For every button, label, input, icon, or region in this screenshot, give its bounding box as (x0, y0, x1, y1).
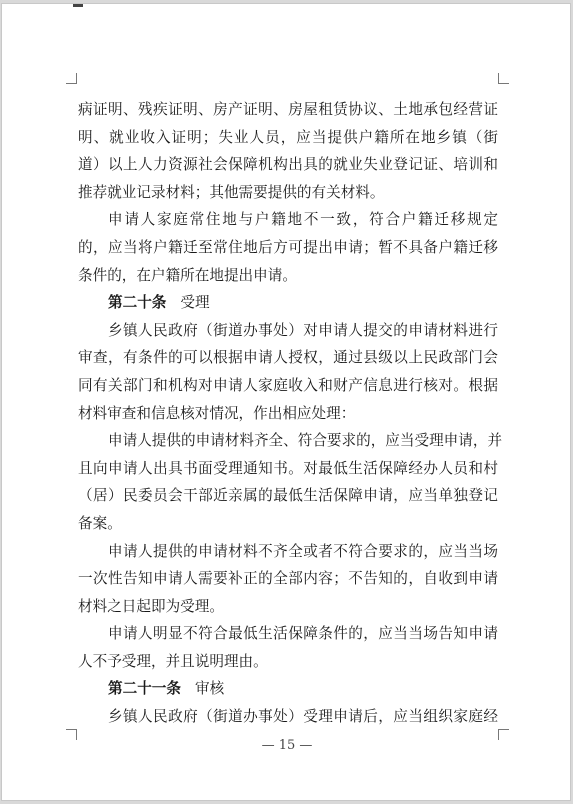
text-line: 且向申请人出具书面受理通知书。对最低生活保障经办人员和村 (78, 459, 498, 477)
page-number: — 15 — (261, 738, 313, 753)
document-body (78, 96, 503, 731)
document-page (1, 3, 571, 801)
top-marker (73, 4, 83, 7)
article-heading-20 (78, 289, 498, 317)
text-line: 条件的，在户籍所在地提出申请。 (78, 266, 297, 284)
article-heading-21 (78, 675, 498, 703)
article-title: 受理 (180, 294, 210, 312)
text-line: 的，应当将户籍迁至常住地后方可提出申请；暂不具备户籍迁移 (78, 238, 498, 256)
text-line: 明、就业收入证明；失业人员，应当提供户籍所在地乡镇（街 (78, 128, 498, 146)
text-line: 申请人家庭常住地与户籍地不一致，符合户籍迁移规定 (108, 211, 498, 229)
article-title: 审核 (194, 680, 225, 698)
text-line: 人不予受理，并且说明理由。 (78, 652, 268, 670)
text-line: （居）民委员会干部近亲属的最低生活保障申请，应当单独登记 (78, 487, 498, 505)
text-line: 乡镇人民政府（街道办事处）受理申请后，应当组织家庭经 (108, 708, 498, 726)
crop-mark-top-right (498, 73, 509, 84)
text-line: 材料审查和信息核对情况，作出相应处理： (78, 404, 356, 422)
article-number: 第二十条 (108, 294, 167, 312)
text-line: 同有关部门和机构对申请人家庭收入和财产信息进行核对。根据 (78, 376, 498, 394)
text-line: 申请人提供的申请材料不齐全或者不符合要求的，应当当场 (108, 542, 498, 560)
text-line: 推荐就业记录材料；其他需要提供的有关材料。 (78, 183, 385, 201)
article-number: 第二十一条 (108, 680, 181, 698)
text-line: 一次性告知申请人需要补正的全部内容；不告知的，自收到申请 (78, 570, 498, 588)
text-line: 申请人提供的申请材料齐全、符合要求的，应当受理申请，并 (108, 432, 503, 450)
text-line: 申请人明显不符合最低生活保障条件的，应当当场告知申请 (108, 625, 498, 643)
text-line: 备案。 (78, 514, 122, 532)
text-line: 道）以上人力资源社会保障机构出具的就业失业登记证、培训和 (78, 156, 498, 174)
crop-mark-top-left (66, 73, 77, 84)
text-line: 病证明、残疾证明、房产证明、房屋租赁协议、土地承包经营证 (78, 101, 498, 118)
text-line: 乡镇人民政府（街道办事处）对申请人提交的申请材料进行 (108, 321, 498, 339)
text-line: 材料之日起即为受理。 (78, 597, 224, 615)
text-line: 审查，有条件的可以根据申请人授权，通过县级以上民政部门会 (78, 349, 498, 367)
